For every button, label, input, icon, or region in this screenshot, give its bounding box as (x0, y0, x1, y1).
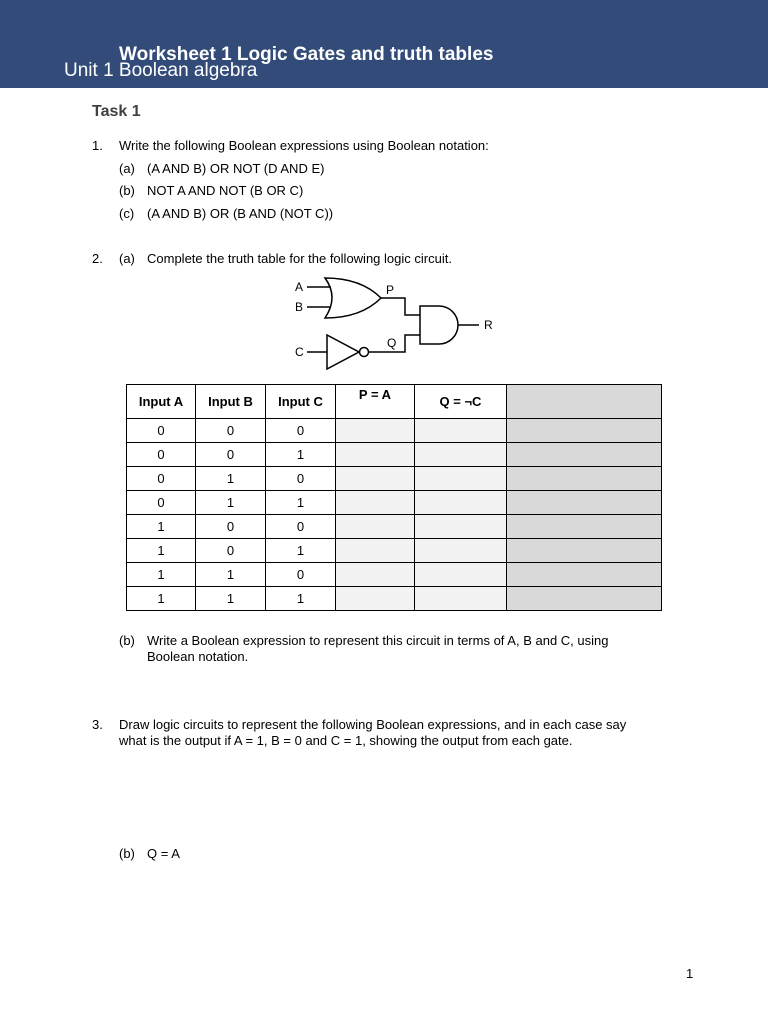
q3-number: 3. (92, 717, 103, 732)
answer-cell-r[interactable] (507, 539, 662, 563)
not-gate-bubble (360, 348, 369, 357)
q1-part-a-text: (A AND B) OR NOT (D AND E) (147, 161, 325, 176)
cell-c: 0 (266, 515, 336, 539)
table-row (127, 467, 662, 491)
q2-part-b-label: (b) (119, 633, 135, 648)
answer-cell-r[interactable] (507, 515, 662, 539)
q2-part-a-text: Complete the truth table for the following logic circuit. (147, 251, 452, 266)
cell-a: 0 (127, 491, 196, 515)
logic-circuit-diagram (289, 273, 499, 378)
answer-cell-p[interactable] (336, 515, 415, 539)
cell-b: 0 (196, 443, 266, 467)
cell-c: 1 (266, 539, 336, 563)
answer-cell-q[interactable] (415, 443, 507, 467)
q2-number: 2. (92, 251, 103, 266)
header-r-blank (507, 385, 662, 419)
answer-cell-r[interactable] (507, 419, 662, 443)
cell-b: 0 (196, 515, 266, 539)
circuit-label-p: P (386, 283, 395, 297)
header-input-b: Input B (196, 385, 266, 419)
answer-cell-q[interactable] (415, 419, 507, 443)
table-row (127, 443, 662, 467)
answer-cell-q[interactable] (415, 587, 507, 611)
answer-cell-p[interactable] (336, 419, 415, 443)
q2-part-a-label: (a) (119, 251, 135, 266)
q2-part-b-line1: Write a Boolean expression to represent this circuit in terms of A, B and C, using (147, 633, 609, 648)
table-row (127, 587, 662, 611)
cell-c: 1 (266, 491, 336, 515)
header-q: Q = ¬C (415, 385, 507, 419)
cell-c: 0 (266, 563, 336, 587)
circuit-label-r: R (484, 318, 493, 332)
answer-cell-r[interactable] (507, 563, 662, 587)
cell-c[interactable]: 0 (266, 419, 336, 443)
circuit-label-a: A (295, 280, 304, 294)
answer-cell-p[interactable] (336, 491, 415, 515)
truth-table (126, 384, 662, 611)
table-row (127, 419, 662, 443)
answer-cell-p[interactable] (336, 539, 415, 563)
answer-cell-q[interactable] (415, 467, 507, 491)
q3-line2: what is the output if A = 1, B = 0 and C = 1, showing the output from each gate. (119, 733, 573, 748)
answer-cell-r[interactable] (507, 467, 662, 491)
header-p: P = A (336, 385, 415, 419)
q1-text: Write the following Boolean expressions using Boolean notation: (119, 138, 489, 153)
q3-part-b-text: Q = A (147, 846, 180, 861)
cell-a: 1 (127, 539, 196, 563)
cell-a: 1 (127, 563, 196, 587)
cell-a: 0 (127, 467, 196, 491)
answer-cell-p[interactable] (336, 563, 415, 587)
or-gate (325, 278, 381, 318)
task-heading: Task 1 (92, 103, 141, 120)
table-row (127, 515, 662, 539)
cell-c: 1 (266, 443, 336, 467)
table-row (127, 539, 662, 563)
q3-part-b-label: (b) (119, 846, 135, 861)
table-row (127, 491, 662, 515)
page-number: 1 (686, 966, 694, 981)
q1-part-b-text: NOT A AND NOT (B OR C) (147, 183, 304, 198)
q2-part-b-line2: Boolean notation. (147, 649, 249, 664)
cell-c: 1 (266, 587, 336, 611)
and-gate (420, 306, 458, 344)
circuit-label-c: C (295, 345, 304, 359)
header-input-c: Input C (266, 385, 336, 419)
circuit-label-q: Q (387, 336, 397, 350)
q3-line1: Draw logic circuits to represent the following Boolean expressions, and in each case say (119, 717, 627, 732)
q1-part-a-label: (a) (119, 161, 135, 176)
answer-cell-q[interactable] (415, 491, 507, 515)
cell-b: 1 (196, 587, 266, 611)
answer-cell-r[interactable] (507, 443, 662, 467)
q1-part-c-label: (c) (119, 206, 135, 221)
table-row (127, 563, 662, 587)
cell-b: 0 (196, 539, 266, 563)
truth-table-header-row (127, 385, 662, 419)
cell-b: 1 (196, 467, 266, 491)
answer-cell-q[interactable] (415, 515, 507, 539)
answer-cell-p[interactable] (336, 467, 415, 491)
q1-part-b-label: (b) (119, 183, 135, 198)
cell-a: 1 (127, 515, 196, 539)
cell-b: 1 (196, 491, 266, 515)
cell-b: 0 (196, 419, 266, 443)
answer-cell-r[interactable] (507, 491, 662, 515)
cell-c: 0 (266, 467, 336, 491)
answer-cell-q[interactable] (415, 539, 507, 563)
wire-p (381, 298, 420, 315)
q1-part-c-text: (A AND B) OR (B AND (NOT C)) (147, 206, 334, 221)
cell-a: 1 (127, 587, 196, 611)
header-input-a: Input A (127, 385, 196, 419)
cell-a: 0 (127, 419, 196, 443)
not-gate (327, 335, 359, 369)
unit-subtitle: Unit 1 Boolean algebra (64, 60, 258, 81)
circuit-label-b: B (295, 300, 304, 314)
answer-cell-p[interactable] (336, 443, 415, 467)
answer-cell-r[interactable] (507, 587, 662, 611)
header-banner (0, 0, 768, 88)
worksheet-title: Worksheet 1 Logic Gates and truth tables (119, 44, 494, 65)
cell-b: 1 (196, 563, 266, 587)
answer-cell-p[interactable] (336, 587, 415, 611)
cell-a: 0 (127, 443, 196, 467)
answer-cell-q[interactable] (415, 563, 507, 587)
q1-number: 1. (92, 138, 103, 153)
